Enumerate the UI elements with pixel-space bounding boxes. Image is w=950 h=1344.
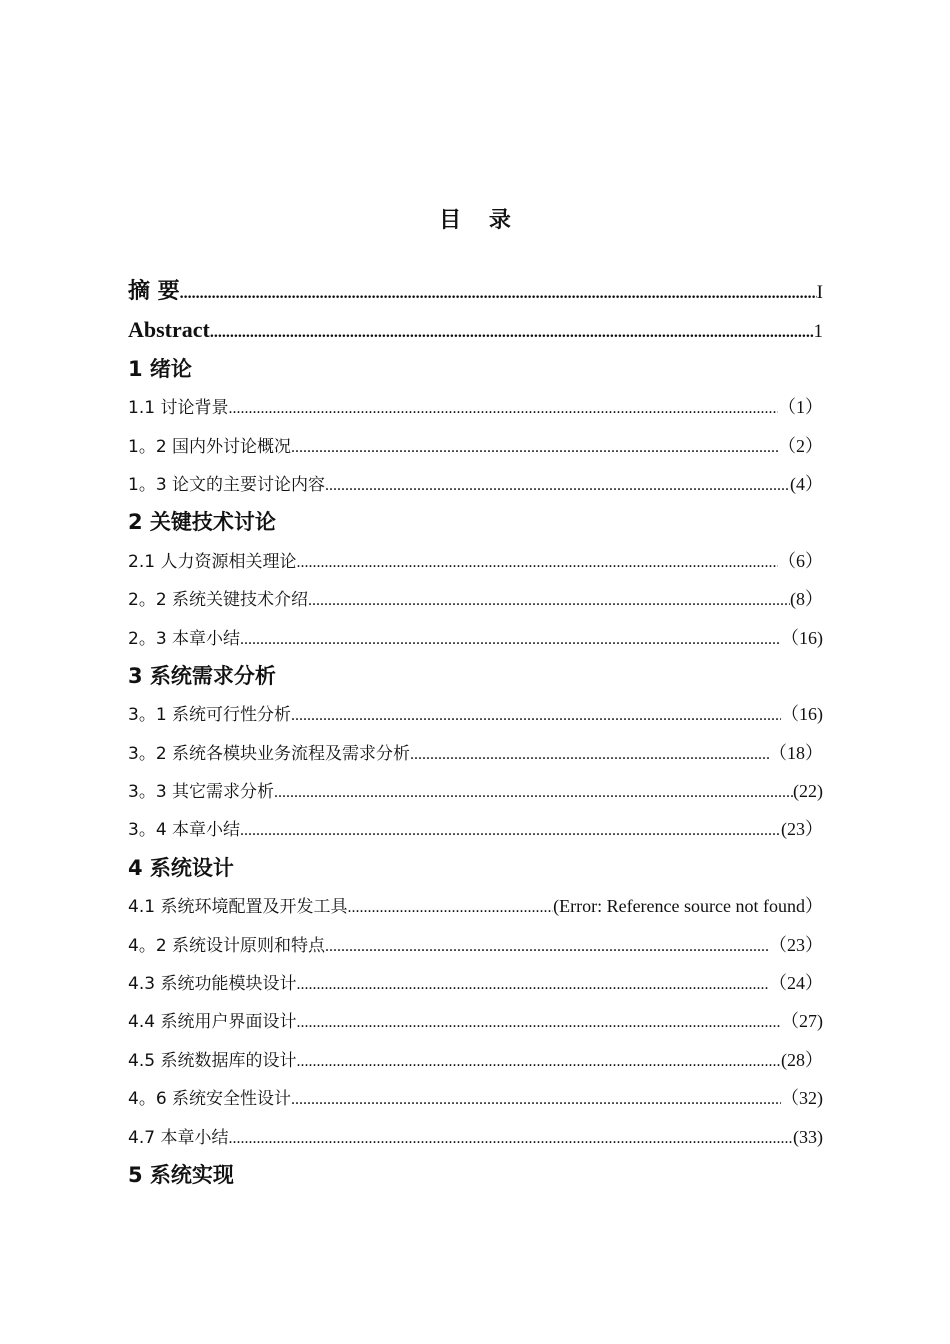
toc-entry-front[interactable]: [128, 273, 823, 311]
toc-chapter-heading[interactable]: [128, 503, 823, 541]
toc-entry-page-number: (23）: [781, 819, 823, 840]
toc-entry-page-number: (4）: [790, 473, 823, 494]
dot-leader: [296, 1043, 781, 1079]
toc-entry-front[interactable]: [128, 311, 823, 349]
toc-entry-page-number: （32): [781, 1088, 823, 1109]
toc-entry-label: 4 系统设计: [128, 855, 234, 880]
dot-leader: [325, 467, 790, 503]
toc-entry-section[interactable]: [128, 964, 823, 1002]
dot-leader: [347, 889, 553, 925]
dot-leader: [296, 544, 778, 580]
dot-leader: [228, 390, 778, 426]
dot-leader: [210, 314, 814, 349]
toc-entry-label: 4.4 系统用户界面设计: [128, 1012, 297, 1033]
toc-entry-page-number: (22): [793, 781, 823, 802]
toc-entry-section[interactable]: [128, 926, 823, 964]
toc-entry-label: 1.1 讨论背景: [128, 398, 229, 419]
dot-leader: [240, 621, 781, 657]
toc-entry-label: 4.5 系统数据库的设计: [128, 1050, 297, 1071]
dot-leader: [180, 275, 817, 311]
toc-entry-page-number: （16): [781, 627, 823, 648]
toc-entry-page-number: (33): [793, 1126, 823, 1147]
toc-entry-label: 2。2 系统关键技术介绍: [128, 590, 309, 611]
toc-chapter-heading[interactable]: [128, 350, 823, 388]
toc-entry-section[interactable]: [128, 887, 823, 925]
table-of-contents: [128, 273, 823, 1194]
dot-leader: [240, 812, 781, 848]
toc-entry-label: 4。6 系统安全性设计: [128, 1089, 292, 1110]
toc-entry-section[interactable]: [128, 772, 823, 810]
dot-leader: [291, 1081, 781, 1117]
toc-entry-label: 3 系统需求分析: [128, 663, 276, 688]
toc-entry-section[interactable]: [128, 1002, 823, 1040]
toc-entry-page-number: （2）: [778, 435, 823, 456]
toc-entry-page-number: （23）: [769, 934, 823, 955]
dot-leader: [325, 928, 769, 964]
toc-entry-page-number: （16): [781, 704, 823, 725]
toc-entry-section[interactable]: [128, 580, 823, 618]
toc-entry-section[interactable]: [128, 810, 823, 848]
toc-entry-label: 3。3 其它需求分析: [128, 782, 275, 803]
toc-entry-section[interactable]: [128, 1118, 823, 1156]
toc-chapter-heading[interactable]: [128, 1156, 823, 1194]
toc-entry-label: 4.3 系统功能模块设计: [128, 974, 297, 995]
toc-entry-page-number: （27): [781, 1011, 823, 1032]
toc-entry-section[interactable]: [128, 1079, 823, 1117]
toc-entry-section[interactable]: [128, 388, 823, 426]
dot-leader: [291, 429, 778, 465]
toc-entry-page-number: （18）: [769, 742, 823, 763]
toc-entry-label: Abstract: [128, 317, 210, 343]
toc-entry-label: 2。3 本章小结: [128, 628, 241, 649]
toc-entry-label: 1。3 论文的主要讨论内容: [128, 474, 326, 495]
toc-entry-page-number: （1）: [778, 397, 823, 418]
toc-entry-page-number: (Error: Reference source not found）: [553, 896, 823, 917]
toc-entry-page-number: I: [816, 282, 823, 303]
toc-entry-label: 1 绪论: [128, 356, 192, 381]
toc-entry-label: 4。2 系统设计原则和特点: [128, 935, 326, 956]
dot-leader: [296, 1004, 781, 1040]
toc-entry-section[interactable]: [128, 427, 823, 465]
dot-leader: [228, 1120, 793, 1156]
toc-entry-section[interactable]: [128, 734, 823, 772]
dot-leader: [308, 582, 790, 618]
toc-entry-label: 摘 要: [128, 279, 180, 304]
dot-leader: [410, 736, 769, 772]
toc-entry-page-number: （24）: [769, 973, 823, 994]
toc-entry-label: 4.7 本章小结: [128, 1127, 229, 1148]
toc-chapter-heading[interactable]: [128, 657, 823, 695]
toc-entry-label: 3。4 本章小结: [128, 820, 241, 841]
toc-entry-label: 1。2 国内外讨论概况: [128, 436, 292, 457]
toc-entry-section[interactable]: [128, 619, 823, 657]
toc-entry-label: 4.1 系统环境配置及开发工具: [128, 897, 348, 918]
toc-entry-section[interactable]: [128, 542, 823, 580]
toc-entry-page-number: （6）: [778, 550, 823, 571]
toc-entry-label: 2 关键技术讨论: [128, 510, 276, 535]
dot-leader: [291, 697, 781, 733]
toc-entry-page-number: (8）: [790, 589, 823, 610]
toc-entry-label: 3。2 系统各模块业务流程及需求分析: [128, 743, 411, 764]
toc-entry-page-number: (28）: [781, 1049, 823, 1070]
toc-entry-label: 2.1 人力资源相关理论: [128, 551, 297, 572]
toc-entry-section[interactable]: [128, 465, 823, 503]
toc-entry-label: 3。1 系统可行性分析: [128, 705, 292, 726]
toc-entry-section[interactable]: [128, 1041, 823, 1079]
dot-leader: [296, 966, 769, 1002]
dot-leader: [274, 774, 793, 810]
toc-entry-label: 5 系统实现: [128, 1162, 234, 1187]
toc-title: 目 录: [439, 208, 521, 233]
toc-entry-page-number: 1: [813, 321, 823, 343]
toc-entry-section[interactable]: [128, 695, 823, 733]
toc-chapter-heading[interactable]: [128, 849, 823, 887]
